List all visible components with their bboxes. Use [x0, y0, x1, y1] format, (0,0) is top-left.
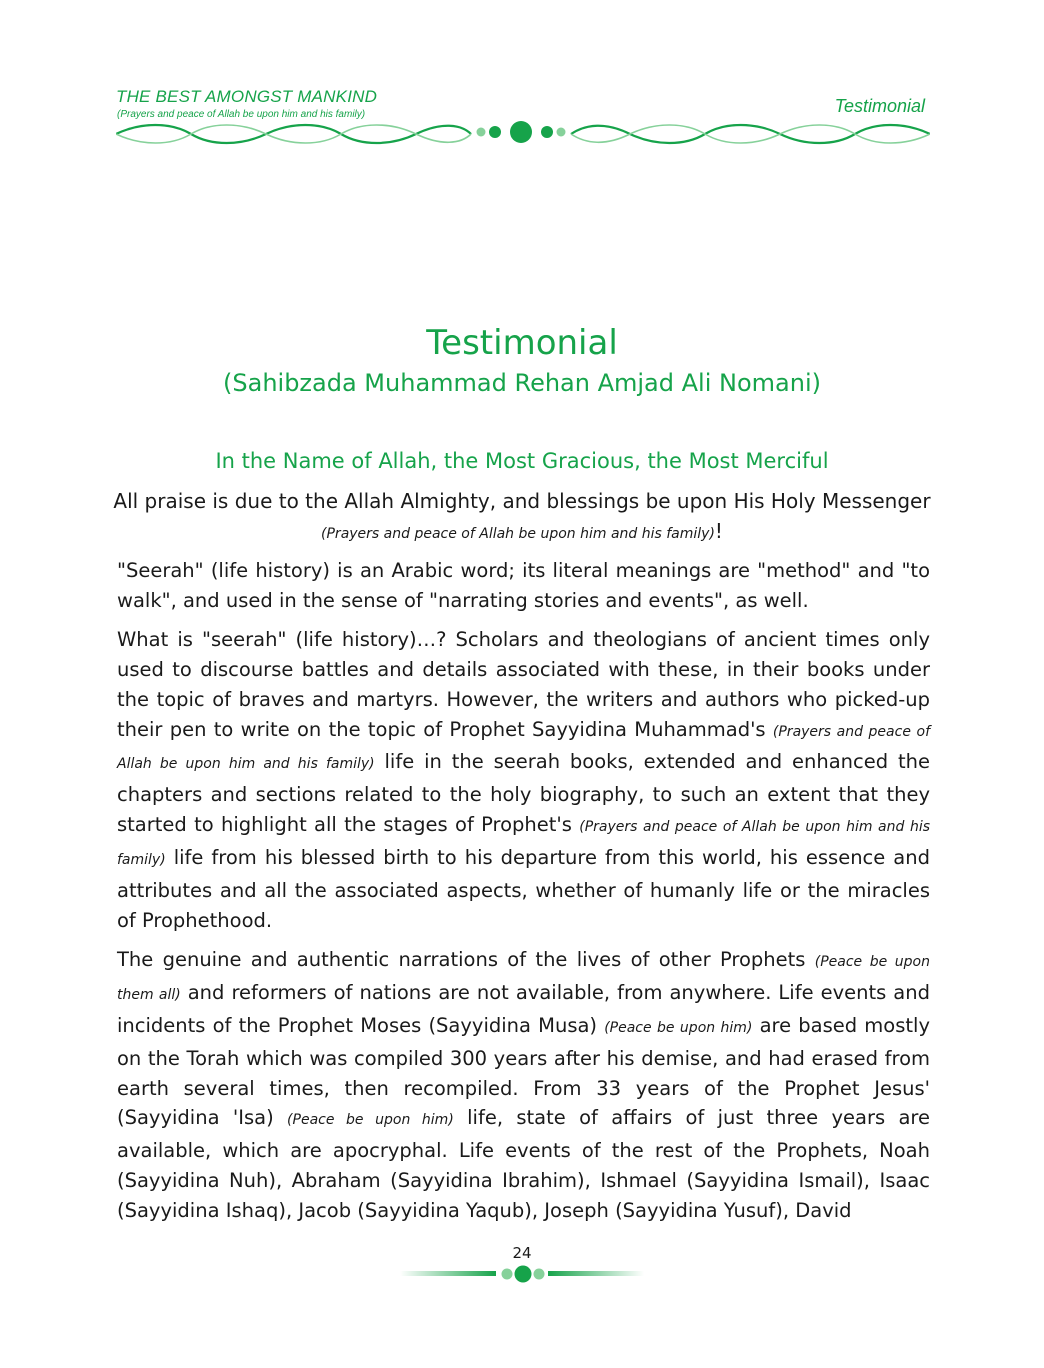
honorific-note: (Peace be upon them all) [117, 953, 930, 1003]
paragraph-2 [117, 625, 930, 936]
paragraph-1: "Seerah" (life history) is an Arabic word; its literal meanings are "method" and "to walk", and used in the sense of "narrating stories and events", as well. [117, 559, 930, 612]
praise-note-text: (Prayers and peace of Allah be upon him and his family) [321, 526, 715, 542]
running-header-section: Testimonial [834, 96, 925, 116]
honorific-note: (Prayers and peace of Allah be upon him and his family) [117, 723, 930, 773]
honorific-note: (Peace be upon him) [604, 1019, 753, 1036]
honorific-note: (Prayers and peace of Allah be upon him and his family) [117, 819, 930, 869]
running-header-subtitle: (Prayers and peace of Allah be upon him and his family) [117, 109, 366, 120]
paragraph-2-text-c: life from his blessed birth to his departure from this world, his essence and attributes and all the associated aspects, whether of humanly life or the miracles of Prophethood. [117, 846, 930, 932]
header-wave-ornament-icon [116, 118, 930, 150]
paragraph-3-text-d: life, state of affairs of just three years are available, which are apocryphal. Life events of the rest of the Prophets, Noah (Sayyidina Nuh), Abraham (Sayyidina Ibrahim), Ishmael (Sayyidina Ismail), Isaac (Sayyidina Ishaq), Jacob (Sayyidina Yaqub), Joseph (Sayyidina Yusuf), David [117, 1106, 930, 1223]
page-title: Testimonial [426, 323, 618, 363]
honorific-note: (Peace be upon him) [287, 1112, 454, 1129]
paragraph-3-text-a: The genuine and authentic narrations of the lives of other Prophets [117, 947, 815, 971]
praise-note [0, 519, 1044, 543]
paragraph-2-text-b: life in the seerah books, extended and enhanced the chapters and sections related to the holy biography, to such an extent that they started to highlight all the stages of Prophet's [117, 750, 930, 837]
footer-ornament-icon [400, 1264, 644, 1284]
page-subtitle-author: (Sahibzada Muhammad Rehan Amjad Ali Nomani) [223, 369, 821, 397]
body-text [117, 556, 930, 1235]
paragraph-3-text-c: are based mostly on the Torah which was compiled 300 years after his demise, and had erased from earth several times, then recompiled. From 33 years of the Prophet Jesus' (Sayyidina 'Isa) [117, 1013, 930, 1130]
running-header-title: THE BEST AMONGST MANKIND [116, 87, 378, 106]
praise-note-end: ! [714, 519, 723, 543]
page-number: 24 [512, 1244, 532, 1262]
paragraph-3 [117, 945, 930, 1226]
paragraph-2-text-a: What is "seerah" (life history)…? Scholars and theologians of ancient times only used to discourse battles and details associated with these, in their books under the topic of braves and martyrs. However, the writers and authors who picked-up their pen to write on the topic of Prophet Sayyidina Muhammad's [117, 627, 930, 741]
praise-line: All praise is due to the Allah Almighty, and blessings be upon His Holy Messenger [113, 489, 931, 513]
paragraph-3-text-b: and reformers of nations are not available, from anywhere. Life events and incidents of the Prophet Moses (Sayyidina Musa) [117, 980, 930, 1037]
basmala-heading: In the Name of Allah, the Most Gracious, the Most Merciful [215, 449, 829, 473]
